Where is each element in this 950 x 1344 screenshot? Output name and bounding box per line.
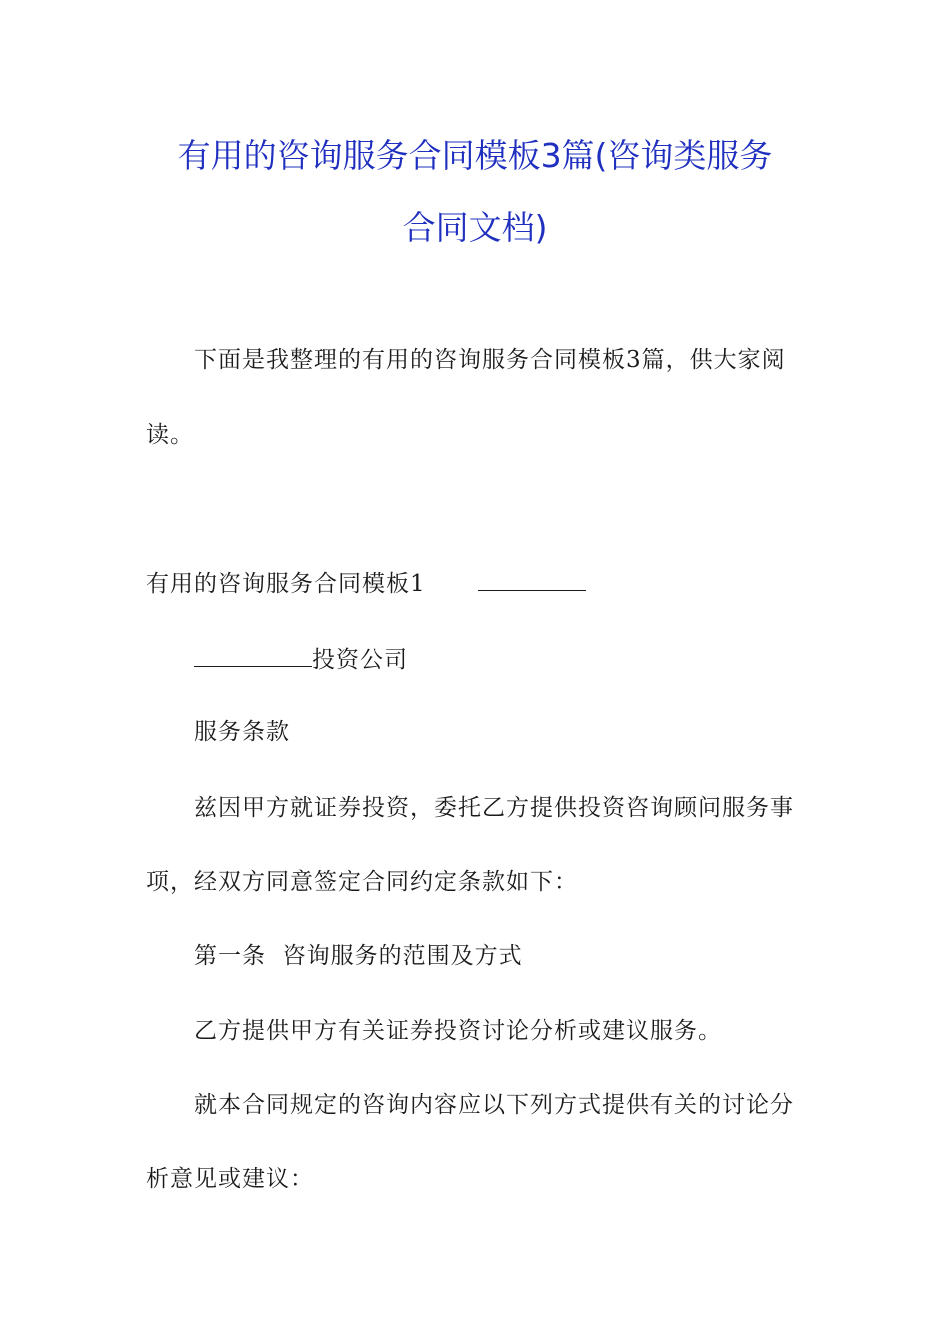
company-name-blank — [194, 644, 312, 667]
party-a-blank — [478, 568, 586, 591]
section-heading-row — [146, 568, 586, 599]
paragraph-3-line-1: 就本合同规定的咨询内容应以下列方式提供有关的讨论分 — [194, 1092, 794, 1118]
intro-paragraph-line-2: 读。 — [146, 422, 194, 448]
section-heading: 有用的咨询服务合同模板1 — [146, 571, 426, 597]
paragraph-1-line-2: 项，经双方同意签定合同约定条款如下： — [146, 869, 578, 895]
paragraph-1-line-1: 兹因甲方就证券投资，委托乙方提供投资咨询顾问服务事 — [194, 795, 794, 821]
article-1-heading: 第一条 咨询服务的范围及方式 — [194, 943, 523, 969]
paragraph-3-line-2: 析意见或建议： — [146, 1166, 314, 1192]
company-row — [194, 644, 408, 675]
paragraph-2: 乙方提供甲方有关证券投资讨论分析或建议服务。 — [194, 1018, 722, 1044]
company-suffix: 投资公司 — [312, 647, 408, 673]
document-title-line-1: 有用的咨询服务合同模板3篇(咨询类服务 — [177, 136, 773, 175]
service-terms-heading: 服务条款 — [194, 719, 290, 745]
document-title-line-2: 合同文档) — [402, 208, 548, 247]
intro-paragraph-line-1: 下面是我整理的有用的咨询服务合同模板3篇，供大家阅 — [194, 347, 786, 373]
